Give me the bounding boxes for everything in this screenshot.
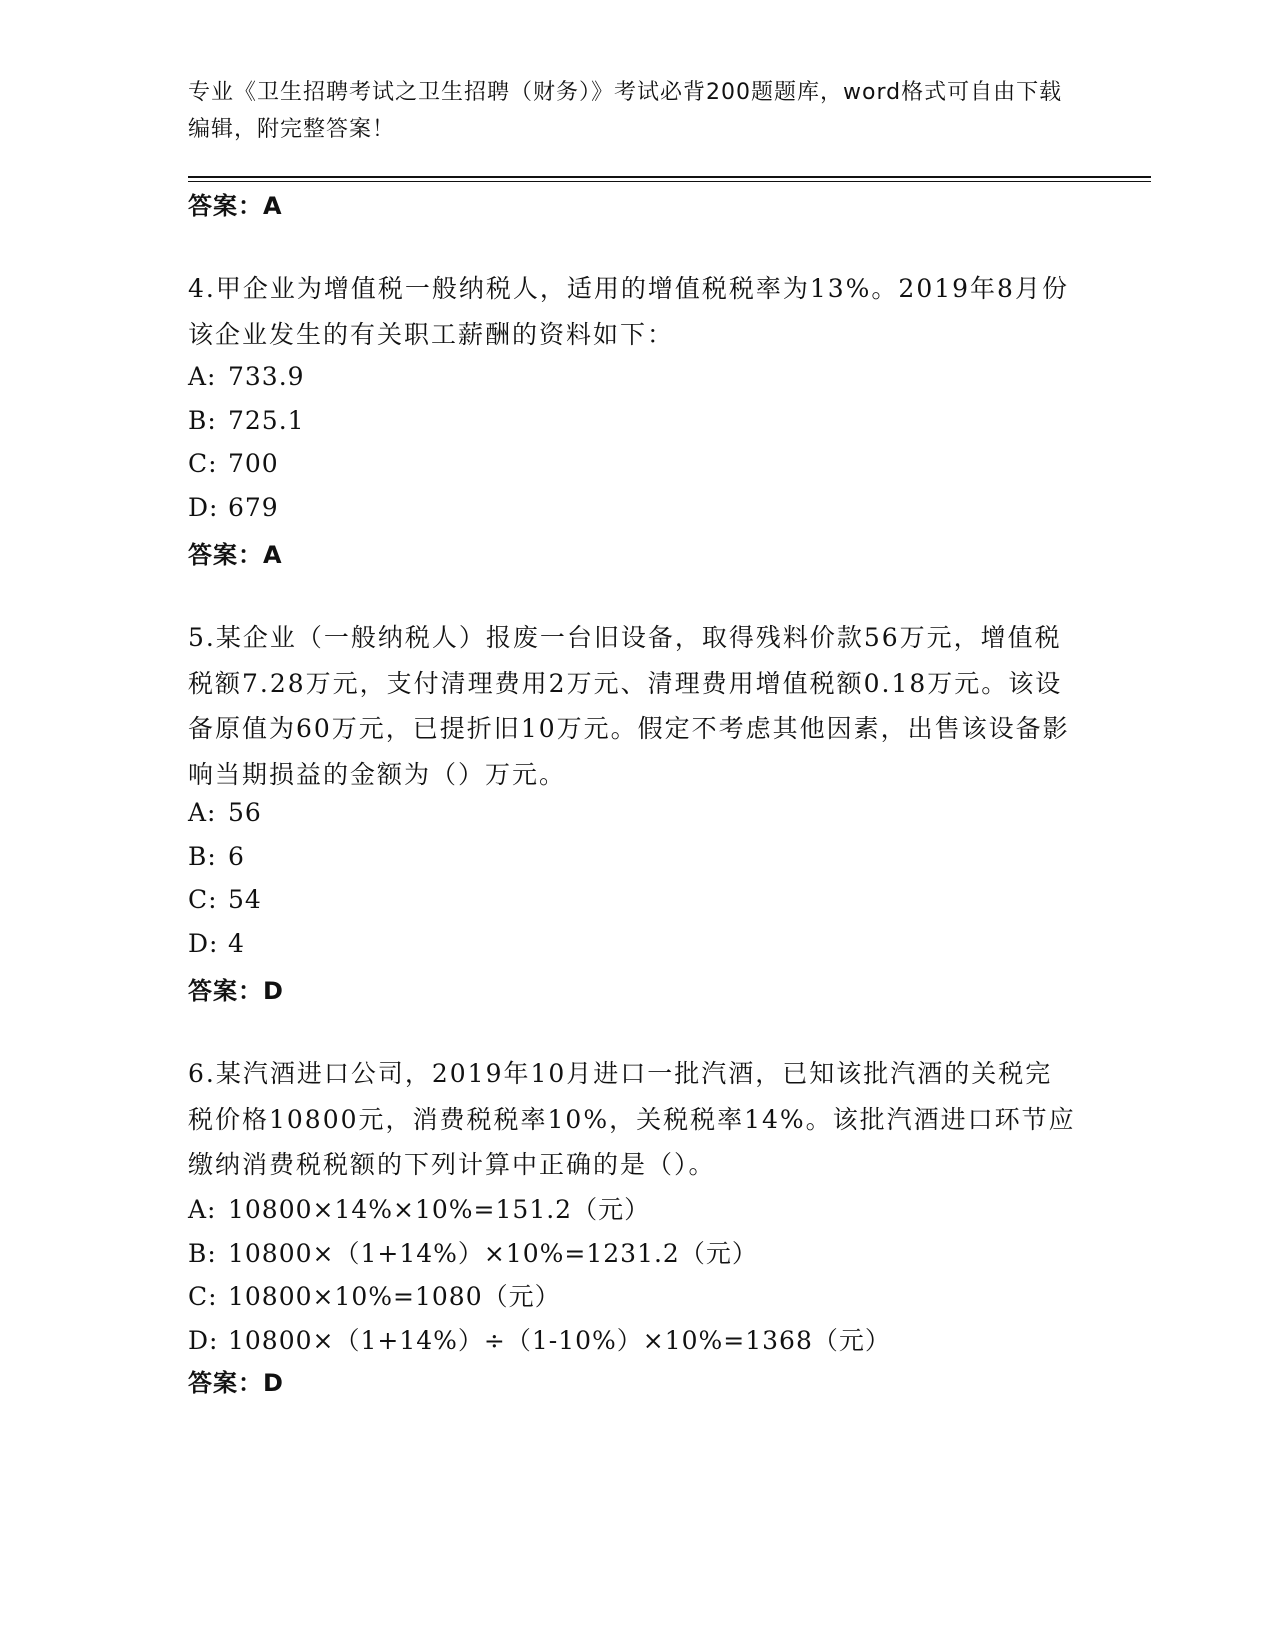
option-label: C: <box>188 1282 218 1311</box>
option-label: A: <box>188 1195 217 1224</box>
option-value: 54 <box>228 885 262 914</box>
option-value: 6 <box>228 842 245 871</box>
option-value: 679 <box>228 493 279 522</box>
question-text: 4.甲企业为增值税一般纳税人，适用的增值税税率为13%。2019年8月份该企业发生的有关职工薪酬的资料如下： <box>188 274 1069 349</box>
option-value: 733.9 <box>228 362 305 391</box>
option-c <box>188 1277 561 1313</box>
answer: 答案：D <box>188 977 284 1005</box>
option-label: D: <box>188 1326 219 1355</box>
header-rule-thick <box>188 176 1151 178</box>
question-text: 5.某企业（一般纳税人）报废一台旧设备，取得残料价款56万元，增值税税额7.28万元，支付清理费用2万元、清理费用增值税额0.18万元。该设备原值为60万元，已提折旧10万元。假定不考虑其他因素，出售该设备影响当期损益的金额为（）万元。 <box>188 623 1070 789</box>
option-value: 10800×10%=1080（元） <box>228 1282 561 1311</box>
page-header: 专业《卫生招聘考试之卫生招聘（财务）》考试必背200题题库，word格式可自由下载编辑，附完整答案！ <box>188 80 1063 142</box>
option-value: 4 <box>228 929 245 958</box>
answer: 答案：A <box>188 541 283 569</box>
option-a <box>188 1190 650 1226</box>
option-value: 10800×（1+14%）÷（1-10%）×10%=1368（元） <box>228 1326 891 1355</box>
option-value: 700 <box>228 449 279 478</box>
option-c <box>188 449 279 478</box>
option-value: 10800×14%×10%=151.2（元） <box>228 1195 651 1224</box>
option-a <box>188 362 305 391</box>
option-value: 10800×（1+14%）×10%=1231.2（元） <box>228 1239 758 1268</box>
option-label: D: <box>188 493 219 522</box>
option-label: A: <box>188 798 217 827</box>
option-d <box>188 929 245 958</box>
option-label: C: <box>188 885 218 914</box>
option-label: B: <box>188 406 217 435</box>
option-d <box>188 493 279 522</box>
option-value: 56 <box>228 798 262 827</box>
option-a <box>188 798 262 827</box>
option-b <box>188 842 245 871</box>
option-label: B: <box>188 842 217 871</box>
option-label: B: <box>188 1239 217 1268</box>
option-d <box>188 1321 891 1357</box>
answer: 答案：D <box>188 1369 284 1397</box>
option-b <box>188 1234 758 1270</box>
option-b <box>188 406 305 435</box>
option-label: D: <box>188 929 219 958</box>
question-text: 6.某汽酒进口公司，2019年10月进口一批汽酒，已知该批汽酒的关税完税价格10800元，消费税税率10%，关税税率14%。该批汽酒进口环节应缴纳消费税税额的下列计算中正确的是（）。 <box>188 1059 1076 1179</box>
option-label: C: <box>188 449 218 478</box>
header-rule-thin <box>188 181 1151 182</box>
option-value: 725.1 <box>228 406 305 435</box>
option-label: A: <box>188 362 217 391</box>
previous-answer: 答案：A <box>188 192 283 220</box>
option-c <box>188 885 262 914</box>
